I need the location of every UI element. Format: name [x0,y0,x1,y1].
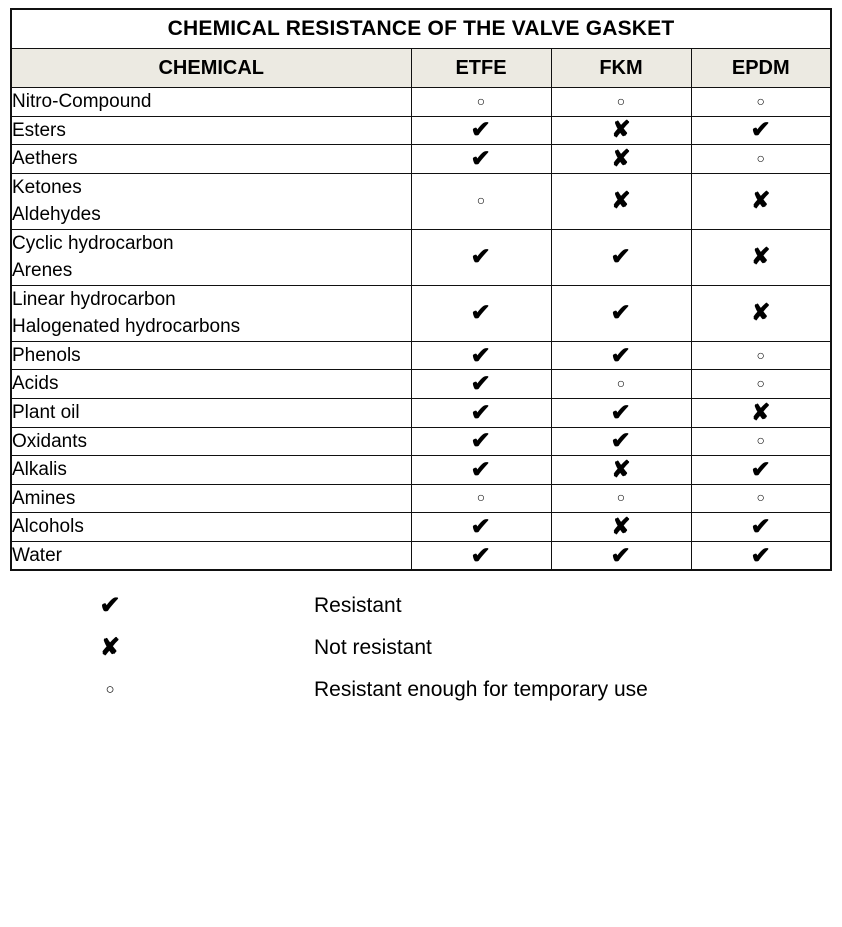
cell-chemical [11,229,411,285]
table-header-row [11,49,831,88]
cell-epdm [691,116,831,145]
cell-chemical [11,370,411,399]
legend-label: Not resistant [314,636,432,660]
cell-epdm [691,427,831,456]
table-row [11,341,831,370]
cell-chemical [11,341,411,370]
cell-etfe [411,285,551,341]
cross-icon: ✘ [611,512,631,539]
circle-icon: ○ [476,489,486,506]
table-row [11,399,831,428]
table-row [11,88,831,117]
column-header-chemical: CHEMICAL [11,49,411,88]
check-icon: ✔ [610,541,632,568]
chemical-name: Alcohols [12,516,84,538]
cross-icon: ✘ [611,187,631,214]
cell-etfe [411,145,551,174]
cell-chemical [11,88,411,117]
table-row [11,370,831,399]
legend-label: Resistant enough for temporary use [314,678,648,702]
check-icon: ✔ [750,541,771,568]
cell-etfe [411,456,551,485]
check-icon: ✔ [99,592,121,620]
chemical-name: Arenes [12,260,73,282]
table-row [11,285,831,341]
cell-etfe [411,513,551,542]
cell-etfe [411,399,551,428]
table-body [11,9,831,570]
check-icon: ✔ [470,512,492,539]
circle-icon: ○ [105,681,115,699]
circle-icon: ○ [476,92,486,109]
check-icon: ✔ [470,116,492,143]
cell-chemical [11,513,411,542]
circle-icon: ○ [616,92,626,109]
chemical-name: Aethers [12,148,78,170]
cross-icon: ✘ [751,243,771,270]
cell-fkm [551,399,691,428]
cell-epdm [691,145,831,174]
cell-fkm [551,541,691,570]
table-row [11,116,831,145]
cell-etfe [411,88,551,117]
cell-epdm [691,541,831,570]
column-header-epdm: EPDM [691,49,831,88]
cross-icon: ✘ [99,634,121,662]
table-row [11,484,831,513]
check-icon: ✔ [610,427,632,454]
cross-icon: ✘ [611,144,631,171]
check-icon: ✔ [610,398,632,425]
check-icon: ✔ [610,341,632,368]
chemical-name: Nitro-Compound [12,91,152,112]
cell-epdm [691,456,831,485]
chemical-name: Plant oil [12,402,80,424]
cell-epdm [691,173,831,229]
cell-etfe [411,370,551,399]
table-row [11,427,831,456]
cell-epdm [691,399,831,428]
cell-epdm [691,341,831,370]
cell-fkm [551,456,691,485]
cell-etfe [411,541,551,570]
column-header-fkm: FKM [551,49,691,88]
cell-chemical [11,145,411,174]
cell-fkm [551,484,691,513]
legend [10,585,832,711]
legend-symbol [10,681,210,699]
cell-fkm [551,116,691,145]
check-icon: ✔ [470,299,492,326]
cell-etfe [411,341,551,370]
chemical-name: Esters [12,119,66,141]
cell-fkm [551,229,691,285]
circle-icon: ○ [756,92,765,109]
circle-icon: ○ [756,432,765,449]
cell-etfe [411,427,551,456]
chemical-name: Water [12,544,62,566]
cell-fkm [551,88,691,117]
chemical-name: Cyclic hydrocarbon [12,232,174,254]
table-row [11,145,831,174]
cell-chemical [11,427,411,456]
chemical-name: Aldehydes [12,204,101,226]
cell-fkm [551,285,691,341]
cell-fkm [551,427,691,456]
check-icon: ✔ [470,370,492,397]
table-row [11,541,831,570]
check-icon: ✔ [610,243,632,270]
cell-epdm [691,484,831,513]
cell-fkm [551,145,691,174]
cell-chemical [11,399,411,428]
circle-icon: ○ [756,149,765,166]
table-row [11,513,831,542]
cell-chemical [11,541,411,570]
cell-epdm [691,370,831,399]
cell-epdm [691,88,831,117]
cell-chemical [11,285,411,341]
check-icon: ✔ [470,144,492,171]
legend-item [10,627,832,669]
cross-icon: ✘ [611,455,631,482]
cell-chemical [11,456,411,485]
check-icon: ✔ [610,299,632,326]
circle-icon: ○ [756,489,765,506]
circle-icon: ○ [616,489,626,506]
check-icon: ✔ [470,455,492,482]
legend-label: Resistant [314,594,402,618]
chemical-name: Acids [12,373,59,395]
chemical-name: Oxidants [12,430,87,452]
chemical-resistance-table [10,8,832,571]
chemical-name: Amines [12,487,76,509]
cell-fkm [551,370,691,399]
circle-icon: ○ [476,192,486,209]
legend-item [10,669,832,711]
cross-icon: ✘ [751,299,771,326]
check-icon: ✔ [470,427,492,454]
chemical-name: Halogenated hydrocarbons [12,316,241,338]
table-row [11,229,831,285]
table-title: CHEMICAL RESISTANCE OF THE VALVE GASKET [11,9,831,49]
check-icon: ✔ [470,243,492,270]
cross-icon: ✘ [751,187,771,214]
cell-etfe [411,484,551,513]
cell-chemical [11,173,411,229]
cell-epdm [691,513,831,542]
circle-icon: ○ [756,375,765,392]
chemical-name: Ketones [12,176,82,198]
check-icon: ✔ [470,541,492,568]
cell-etfe [411,229,551,285]
chemical-name: Phenols [12,344,81,366]
legend-item [10,585,832,627]
cell-fkm [551,513,691,542]
cell-fkm [551,341,691,370]
cell-epdm [691,285,831,341]
cell-fkm [551,173,691,229]
cell-chemical [11,116,411,145]
table-row [11,173,831,229]
circle-icon: ○ [756,346,765,363]
legend-symbol [10,636,210,660]
check-icon: ✔ [470,398,492,425]
cross-icon: ✘ [611,116,631,143]
check-icon: ✔ [470,341,492,368]
check-icon: ✔ [750,116,771,143]
cell-etfe [411,173,551,229]
chemical-name: Alkalis [12,459,67,481]
table-row [11,456,831,485]
cell-chemical [11,484,411,513]
column-header-etfe: ETFE [411,49,551,88]
cell-etfe [411,116,551,145]
table-title-row [11,9,831,49]
check-icon: ✔ [750,512,771,539]
cross-icon: ✘ [751,398,771,425]
cell-epdm [691,229,831,285]
chemical-name: Linear hydrocarbon [12,288,176,310]
check-icon: ✔ [750,455,771,482]
legend-symbol [10,594,210,618]
circle-icon: ○ [616,375,626,392]
